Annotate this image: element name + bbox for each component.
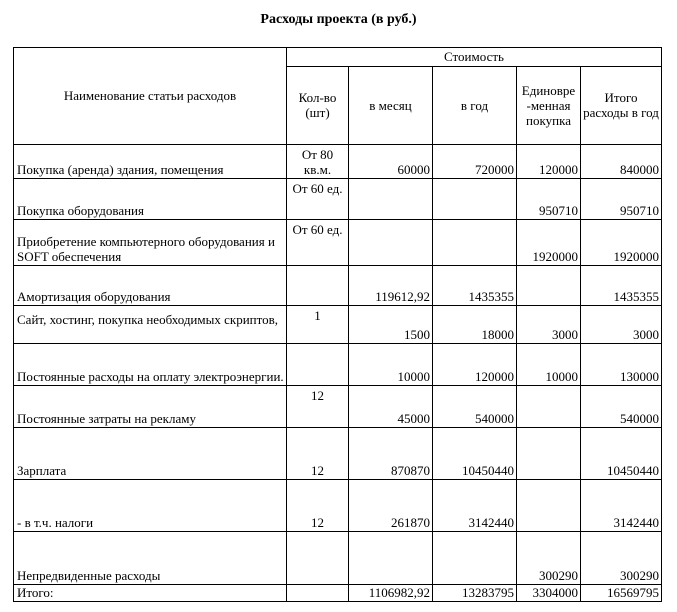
header-row-group [14,48,662,67]
row-year: 120000 [433,344,517,386]
row-total: 540000 [581,386,662,428]
row-total: 1920000 [581,220,662,266]
table-row [14,344,662,386]
row-year [433,532,517,585]
row-month [349,179,433,220]
document-title: Расходы проекта (в руб.) [260,12,417,27]
row-year [433,220,517,266]
totals-month: 1106982,92 [349,585,433,602]
row-total: 3000 [581,306,662,344]
row-month: 870870 [349,428,433,480]
row-name: Постоянные затраты на рекламу [14,386,287,428]
table-row [14,179,662,220]
row-name: Приобретение компьютерного оборудования и SOFT обеспечения [14,220,287,266]
row-year: 18000 [433,306,517,344]
row-one-time: 300290 [517,532,581,585]
table-row [14,386,662,428]
row-month: 1500 [349,306,433,344]
header-per-month: в месяц [349,67,433,145]
row-qty: 12 [287,386,349,428]
row-one-time: 120000 [517,145,581,179]
header-total: Итого расходы в год [581,67,662,145]
row-year: 540000 [433,386,517,428]
header-one-time: Единовре -менная покупка [517,67,581,145]
row-qty [287,344,349,386]
row-qty: 1 [287,306,349,344]
row-month: 45000 [349,386,433,428]
totals-total: 16569795 [581,585,662,602]
row-qty [287,266,349,306]
row-total: 130000 [581,344,662,386]
row-qty: От 60 ед. [287,179,349,220]
row-total: 10450440 [581,428,662,480]
row-year: 1435355 [433,266,517,306]
row-year: 720000 [433,145,517,179]
row-year: 10450440 [433,428,517,480]
row-total: 840000 [581,145,662,179]
row-qty: 12 [287,428,349,480]
row-name: Покупка (аренда) здания, помещения [14,145,287,179]
header-item-name: Наименование статьи расходов [14,48,287,145]
row-one-time [517,428,581,480]
header-qty: Кол-во (шт) [287,67,349,145]
row-name: Покупка оборудования [14,179,287,220]
row-one-time: 10000 [517,344,581,386]
header-per-year: в год [433,67,517,145]
row-name: - в т.ч. налоги [14,480,287,532]
row-total: 3142440 [581,480,662,532]
row-name: Сайт, хостинг, покупка необходимых скриптов, [14,306,287,344]
totals-year: 13283795 [433,585,517,602]
row-month [349,532,433,585]
totals-qty [287,585,349,602]
row-name: Зарплата [14,428,287,480]
row-month: 60000 [349,145,433,179]
totals-row [14,585,662,602]
row-qty: От 80 кв.м. [287,145,349,179]
row-one-time [517,480,581,532]
row-month: 119612,92 [349,266,433,306]
row-qty [287,532,349,585]
table-row [14,266,662,306]
row-one-time: 1920000 [517,220,581,266]
row-year [433,179,517,220]
row-one-time [517,266,581,306]
row-total: 950710 [581,179,662,220]
table-row [14,220,662,266]
row-total: 1435355 [581,266,662,306]
row-month [349,220,433,266]
row-year: 3142440 [433,480,517,532]
row-one-time: 3000 [517,306,581,344]
table-row [14,480,662,532]
row-one-time: 950710 [517,179,581,220]
expenses-table [13,47,662,602]
row-month: 10000 [349,344,433,386]
table-row [14,306,662,344]
row-total: 300290 [581,532,662,585]
table-row [14,145,662,179]
totals-one-time: 3304000 [517,585,581,602]
row-qty: От 60 ед. [287,220,349,266]
row-month: 261870 [349,480,433,532]
header-cost-group: Стоимость [287,48,662,67]
row-name: Непредвиденные расходы [14,532,287,585]
row-qty: 12 [287,480,349,532]
table-row [14,428,662,480]
row-one-time [517,386,581,428]
table-row [14,532,662,585]
row-name: Постоянные расходы на оплату электроэнергии. [14,344,287,386]
totals-label: Итого: [14,585,287,602]
row-name: Амортизация оборудования [14,266,287,306]
